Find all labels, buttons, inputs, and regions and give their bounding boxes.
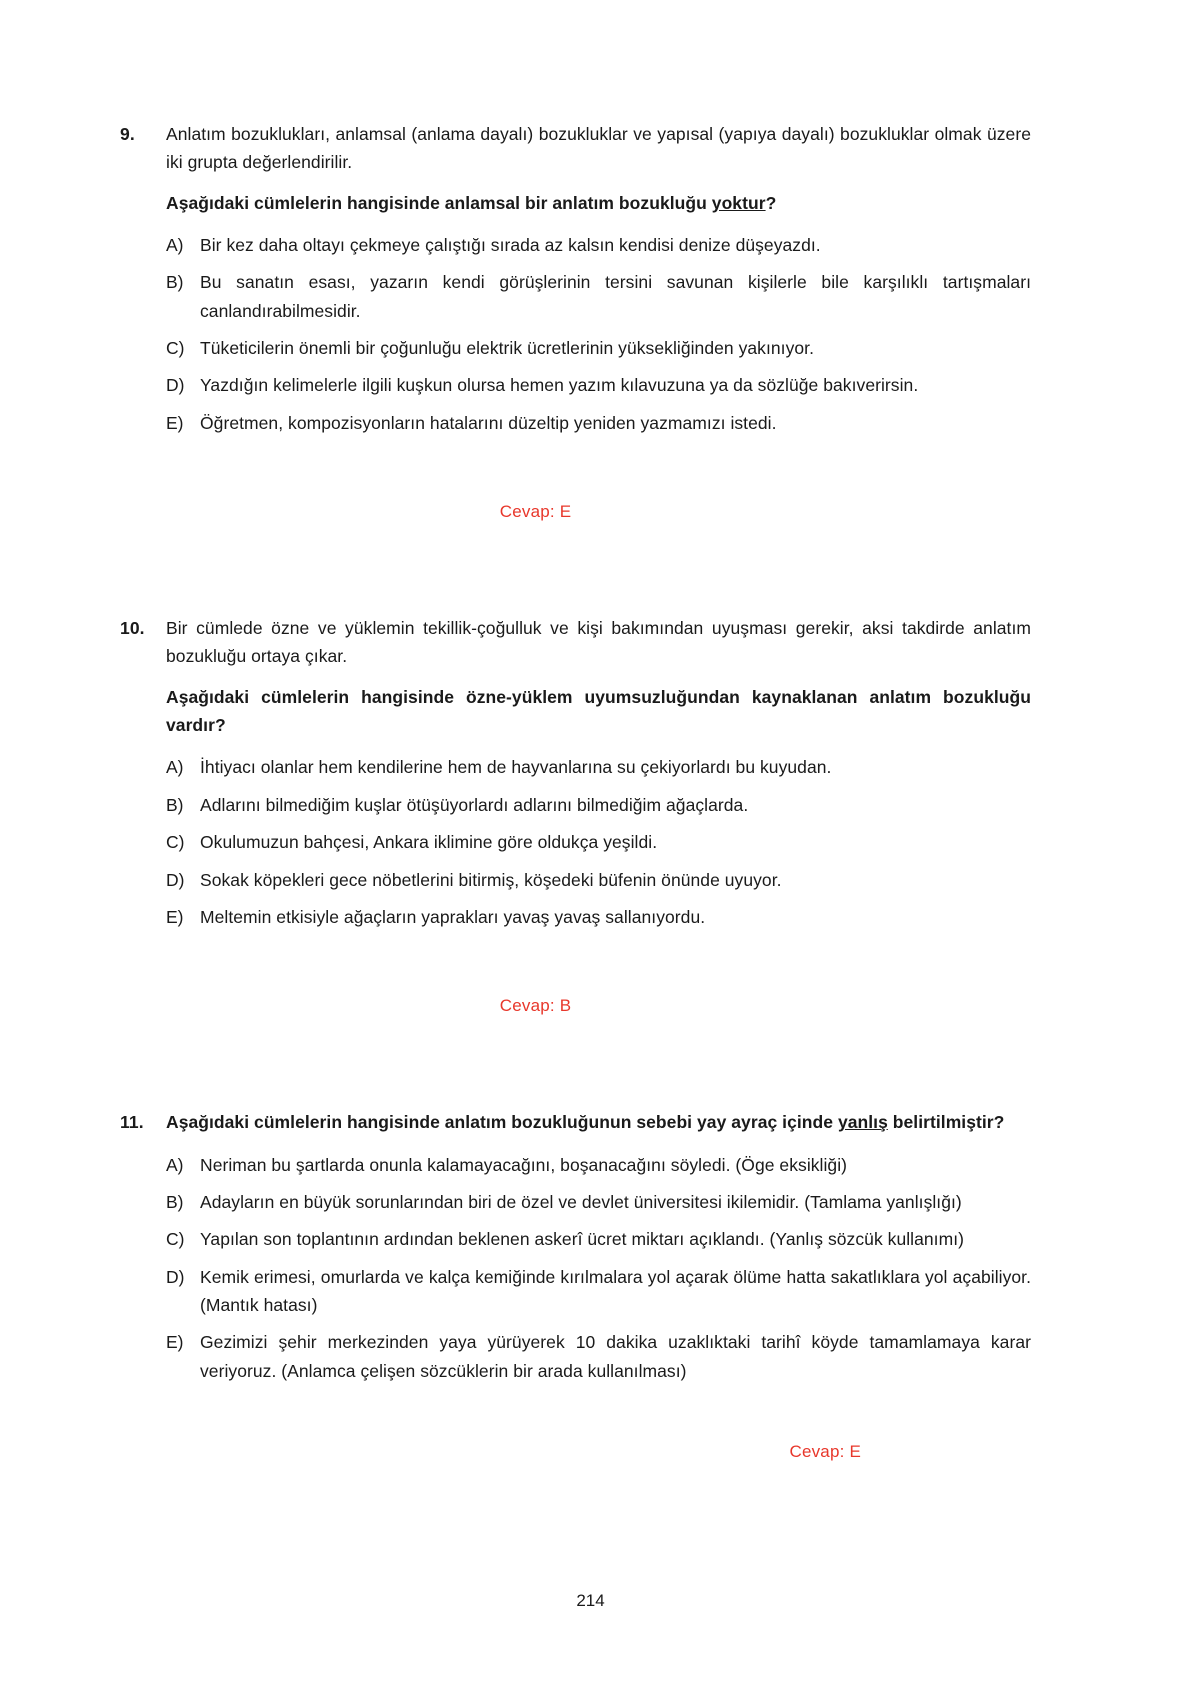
page-number: 214	[576, 1591, 605, 1610]
option-c-text: Tüketicilerin önemli bir çoğunluğu elektrik ücretlerinin yüksekliğinden yakınıyor.	[200, 338, 814, 359]
option-b-letter: B)	[166, 1191, 184, 1212]
question-9-answer: Cevap: E	[499, 502, 572, 522]
question-11-answer: Cevap: E	[789, 1441, 861, 1461]
option-c[interactable]	[166, 828, 1031, 856]
option-c[interactable]	[166, 334, 1031, 362]
question-11-prompt-before: Aşağıdaki cümlelerin hangisinde anlatım bozukluğunun sebebi yay ayraç içinde	[166, 1112, 838, 1133]
option-c-letter: C)	[166, 832, 185, 853]
option-e-text: Meltemin etkisiyle ağaçların yaprakları yavaş yavaş sallanıyordu.	[200, 906, 706, 927]
option-b[interactable]	[166, 791, 1031, 819]
option-a-text: Bir kez daha oltayı çekmeye çalıştığı sırada az kalsın kendisi denize düşeyazdı.	[200, 235, 821, 256]
question-9-head	[120, 120, 1031, 446]
question-11-number: 11.	[120, 1112, 144, 1133]
option-c-letter: C)	[166, 338, 185, 359]
question-9-stem: Anlatım bozuklukları, anlamsal (anlama dayalı) bozukluklar ve yapısal (yapıya dayalı) bozukluklar olmak üzere iki grupta değerlendirilir.	[166, 124, 1031, 173]
question-10-stem: Bir cümlede özne ve yüklemin tekillik-çoğulluk ve kişi bakımından uyuşması gerekir, aksi takdirde anlatım bozukluğu ortaya çıkar.	[166, 618, 1031, 667]
spacer-after-question-10	[120, 1016, 1031, 1108]
option-e-letter: E)	[166, 1332, 184, 1353]
option-a-text: Neriman bu şartlarda onunla kalamayacağını, boşanacağını söyledi. (Öge eksikliği)	[200, 1154, 848, 1175]
question-9-prompt	[166, 189, 1031, 217]
question-10-prompt-before: Aşağıdaki cümlelerin hangisinde özne-yüklem uyumsuzluğundan kaynaklanan anlatım bozukluğu vardır?	[166, 686, 1031, 736]
option-a[interactable]	[166, 1151, 1031, 1179]
option-b-letter: B)	[166, 272, 184, 293]
option-d-text: Yazdığın kelimelerle ilgili kuşkun olursa hemen yazım kılavuzuna ya da sözlüğe bakıverirsin.	[200, 375, 919, 396]
question-10-options	[166, 753, 1031, 931]
option-c[interactable]	[166, 1225, 1031, 1253]
option-d[interactable]	[166, 371, 1031, 399]
option-d-text: Kemik erimesi, omurlarda ve kalça kemiğinde kırılmalara yol açarak ölüme hatta sakatlıklara yol açabiliyor. (Mantık hatası)	[200, 1266, 1031, 1315]
question-9	[120, 120, 1031, 522]
option-c-text: Yapılan son toplantının ardından beklenen askerî ücret miktarı açıklandı. (Yanlış sözcük kullanımı)	[200, 1229, 965, 1250]
question-9-prompt-after: ?	[765, 192, 777, 213]
question-10-head	[120, 614, 1031, 940]
question-11	[120, 1108, 1031, 1462]
option-e[interactable]	[166, 1328, 1031, 1385]
option-d-letter: D)	[166, 1266, 185, 1287]
question-11-head	[120, 1108, 1031, 1394]
option-b-text: Adayların en büyük sorunlarından biri de özel ve devlet üniversitesi ikilemidir. (Tamlama yanlışlığı)	[200, 1191, 962, 1212]
option-d[interactable]	[166, 1263, 1031, 1320]
question-9-options	[166, 231, 1031, 437]
option-a-letter: A)	[166, 1154, 184, 1175]
question-11-prompt-after: belirtilmiştir?	[887, 1112, 1005, 1133]
option-e-letter: E)	[166, 412, 184, 433]
option-a-text: İhtiyacı olanlar hem kendilerine hem de hayvanlarına su çekiyorlardı bu kuyudan.	[200, 757, 832, 778]
question-10-prompt	[166, 683, 1031, 740]
question-11-body	[166, 1108, 1031, 1394]
option-a-letter: A)	[166, 235, 184, 256]
option-b-text: Adlarını bilmediğim kuşlar ötüşüyorlardı adlarını bilmediğim ağaçlarda.	[200, 794, 749, 815]
question-10	[120, 614, 1031, 1016]
option-e-text: Öğretmen, kompozisyonların hatalarını düzeltip yeniden yazmamızı istedi.	[200, 412, 777, 433]
option-b[interactable]	[166, 1188, 1031, 1216]
option-d-letter: D)	[166, 869, 185, 890]
question-10-answer: Cevap: B	[499, 996, 572, 1016]
option-b-text: Bu sanatın esası, yazarın kendi görüşlerinin tersini savunan kişilerle bile karşılıklı tartışmaları canlandırabilmesidir.	[200, 272, 1031, 321]
option-d[interactable]	[166, 866, 1031, 894]
question-11-options	[166, 1151, 1031, 1385]
option-a-letter: A)	[166, 757, 184, 778]
question-9-prompt-before: Aşağıdaki cümlelerin hangisinde anlamsal bir anlatım bozukluğu	[166, 192, 712, 213]
option-e[interactable]	[166, 903, 1031, 931]
option-b-letter: B)	[166, 794, 184, 815]
option-e-letter: E)	[166, 906, 184, 927]
option-c-letter: C)	[166, 1229, 185, 1250]
spacer-after-question-9	[120, 522, 1031, 614]
option-e[interactable]	[166, 409, 1031, 437]
option-b[interactable]	[166, 268, 1031, 325]
question-9-body	[166, 120, 1031, 446]
question-11-prompt	[166, 1108, 1031, 1136]
question-10-body	[166, 614, 1031, 940]
question-11-prompt-underlined: yanlış	[837, 1112, 888, 1133]
question-9-prompt-underlined: yoktur	[711, 192, 766, 213]
option-c-text: Okulumuzun bahçesi, Ankara iklimine göre oldukça yeşildi.	[200, 832, 658, 853]
question-10-number: 10.	[120, 618, 145, 639]
option-e-text: Gezimizi şehir merkezinden yaya yürüyerek 10 dakika uzaklıktaki tarihî köyde tamamlamaya karar veriyoruz. (Anlamca çelişen sözcüklerin bir arada kullanılması)	[200, 1332, 1031, 1381]
option-d-letter: D)	[166, 375, 185, 396]
option-d-text: Sokak köpekleri gece nöbetlerini bitirmiş, köşedeki büfenin önünde uyuyor.	[200, 869, 782, 890]
option-a[interactable]	[166, 231, 1031, 259]
question-9-number: 9.	[120, 124, 135, 144]
option-a[interactable]	[166, 753, 1031, 781]
